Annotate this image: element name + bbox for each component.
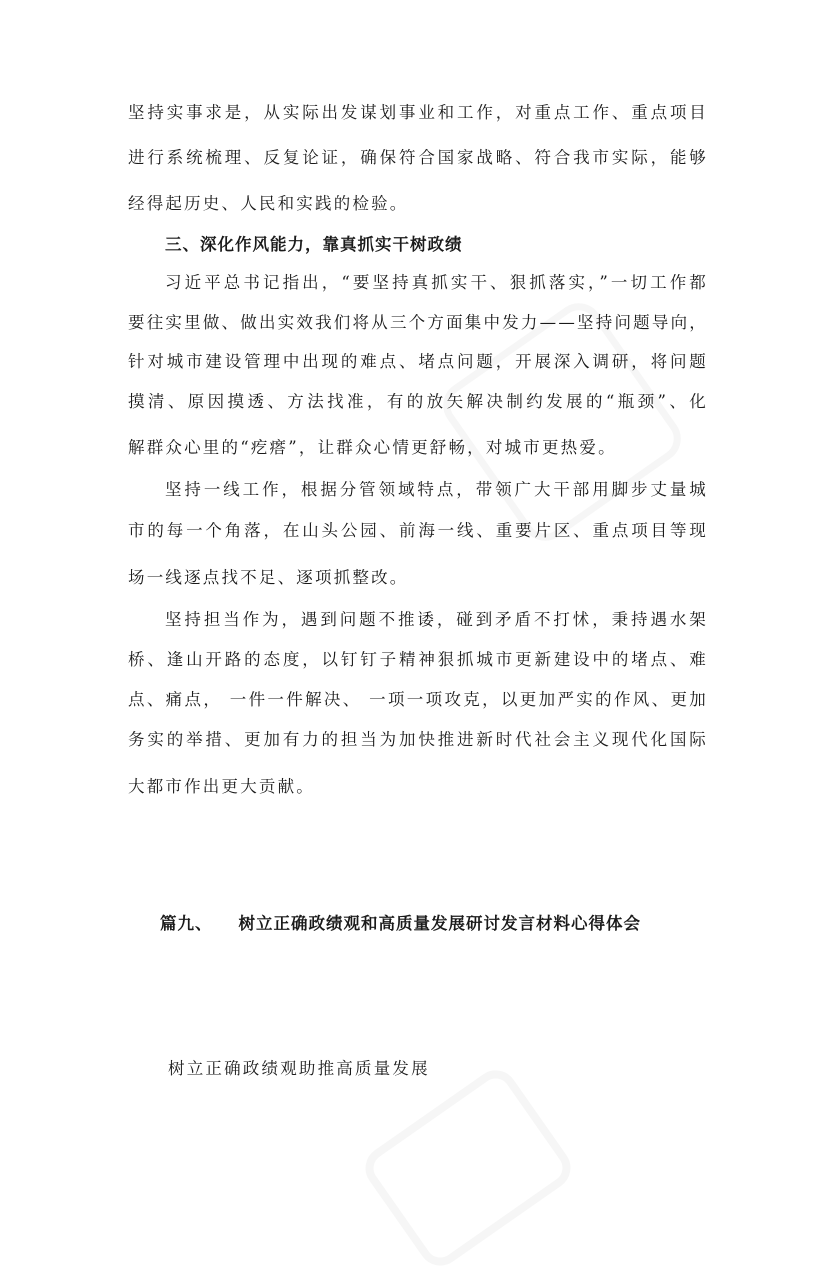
paragraph-line: 桥、逢山开路的态度，以钉钉子精神狠抓城市更新建设中的堵点、难 xyxy=(128,650,708,669)
paragraph-line: 习近平总书记指出，“要坚持真抓实干、狠抓落实，”一切工作都 xyxy=(165,273,708,292)
paragraph-line: 场一线逐点找不足、逐项抓整改。 xyxy=(128,568,409,587)
section-heading: 三、深化作风能力，靠真抓实干树政绩 xyxy=(165,235,463,254)
paragraph-line: 市的每一个角落，在山头公园、前海一线、重要片区、重点项目等现 xyxy=(128,521,708,540)
paragraph-line: 务实的举措、更加有力的担当为加快推进新时代社会主义现代化国际 xyxy=(128,730,708,749)
chapter-number: 篇九、 xyxy=(160,914,213,933)
chapter-title: 树立正确政绩观和高质量发展研讨发言材料心得体会 xyxy=(238,914,641,933)
paragraph-line: 进行系统梳理、反复论证，确保符合国家战略、符合我市实际，能够 xyxy=(128,148,708,167)
article-subtitle: 树立正确政绩观助推高质量发展 xyxy=(168,1059,430,1078)
paragraph-line: 坚持一线工作，根据分管领域特点，带领广大干部用脚步丈量城 xyxy=(165,480,708,499)
paragraph-line: 摸清、原因摸透、方法找准，有的放矢解决制约发展的“瓶颈”、化 xyxy=(128,392,708,411)
paragraph-line: 要往实里做、做出实效我们将从三个方面集中发力——坚持问题导向， xyxy=(128,313,708,332)
paragraph-line: 坚持担当作为，遇到问题不推诿，碰到矛盾不打怵，秉持遇水架 xyxy=(165,610,708,629)
paragraph-line: 坚持实事求是，从实际出发谋划事业和工作，对重点工作、重点项目 xyxy=(128,103,708,122)
paragraph-line: 经得起历史、人民和实践的检验。 xyxy=(128,194,409,213)
paragraph-line: 点、痛点， 一件一件解决、 一项一项攻克，以更加严实的作风、更加 xyxy=(128,690,708,709)
watermark-stamp xyxy=(357,1062,579,1274)
chapter-heading xyxy=(160,912,641,936)
paragraph-line: 解群众心里的“疙瘩”，让群众心情更舒畅，对城市更热爱。 xyxy=(128,438,617,457)
paragraph-line: 大都市作出更大贡献。 xyxy=(128,777,315,796)
paragraph-line: 针对城市建设管理中出现的难点、堵点问题，开展深入调研，将问题 xyxy=(128,352,708,371)
